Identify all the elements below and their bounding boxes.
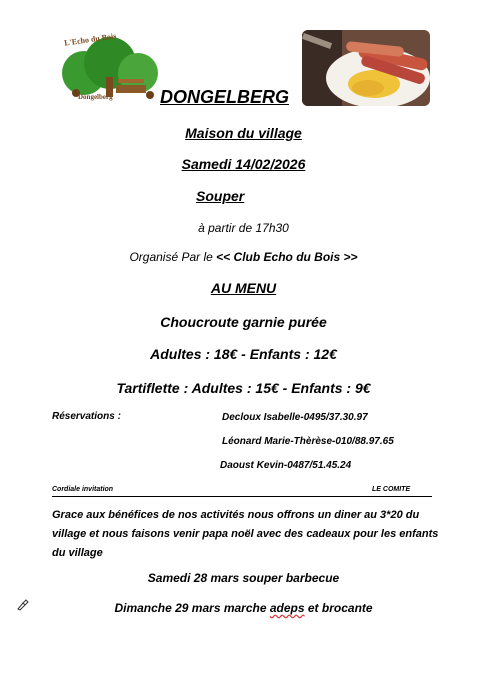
organizer <box>0 250 487 264</box>
meal-type: Souper <box>196 188 245 204</box>
menu-prices: Adultes : 18€ - Enfants : 12€ <box>150 346 337 362</box>
event-walk-text: Dimanche 29 mars marche <box>114 601 270 615</box>
divider <box>52 496 432 497</box>
event-date: Samedi 14/02/2026 <box>181 156 306 172</box>
menu-heading: AU MENU <box>210 280 277 296</box>
event-barbecue: Samedi 28 mars souper barbecue <box>147 571 340 585</box>
spellcheck-word: adeps <box>269 601 305 615</box>
sausage-plate-photo <box>302 30 430 106</box>
reservation-contact: Daoust Kevin-0487/51.45.24 <box>220 460 352 471</box>
organizer-name: << Club Echo du Bois >> <box>216 250 358 264</box>
event-walk-flea-market <box>0 601 487 615</box>
reservation-contact: Decloux Isabelle-0495/37.30.97 <box>222 412 368 423</box>
event-walk-tail: et brocante <box>304 601 373 615</box>
footer-committee: LE COMITE <box>372 486 411 493</box>
format-painter-icon[interactable] <box>16 598 30 610</box>
benefits-paragraph: Grace aux bénéfices de nos activités nous offrons un diner au 3*20 du village et nous faisons venir papa noël avec des cadeaux pour les enfants du village <box>52 509 439 559</box>
logo-text-top: L'Echo du Bois <box>63 31 117 48</box>
start-time: à partir de 17h30 <box>198 221 289 235</box>
venue: Maison du village <box>185 125 302 141</box>
organizer-prefix: Organisé Par le <box>129 250 217 264</box>
reservations-label: Réservations : <box>52 411 121 422</box>
reservation-contact: Léonard Marie-Thèrèse-010/88.97.65 <box>222 436 394 447</box>
footer-invitation: Cordiale invitation <box>52 486 114 493</box>
menu-dish: Choucroute garnie purée <box>160 314 327 330</box>
tartiflette-prices: Tartiflette : Adultes : 15€ - Enfants : 9€ <box>116 380 371 396</box>
club-logo <box>58 33 162 107</box>
page-title: DONGELBERG <box>160 87 290 107</box>
logo-text-bottom: Dongelberg <box>78 93 113 101</box>
